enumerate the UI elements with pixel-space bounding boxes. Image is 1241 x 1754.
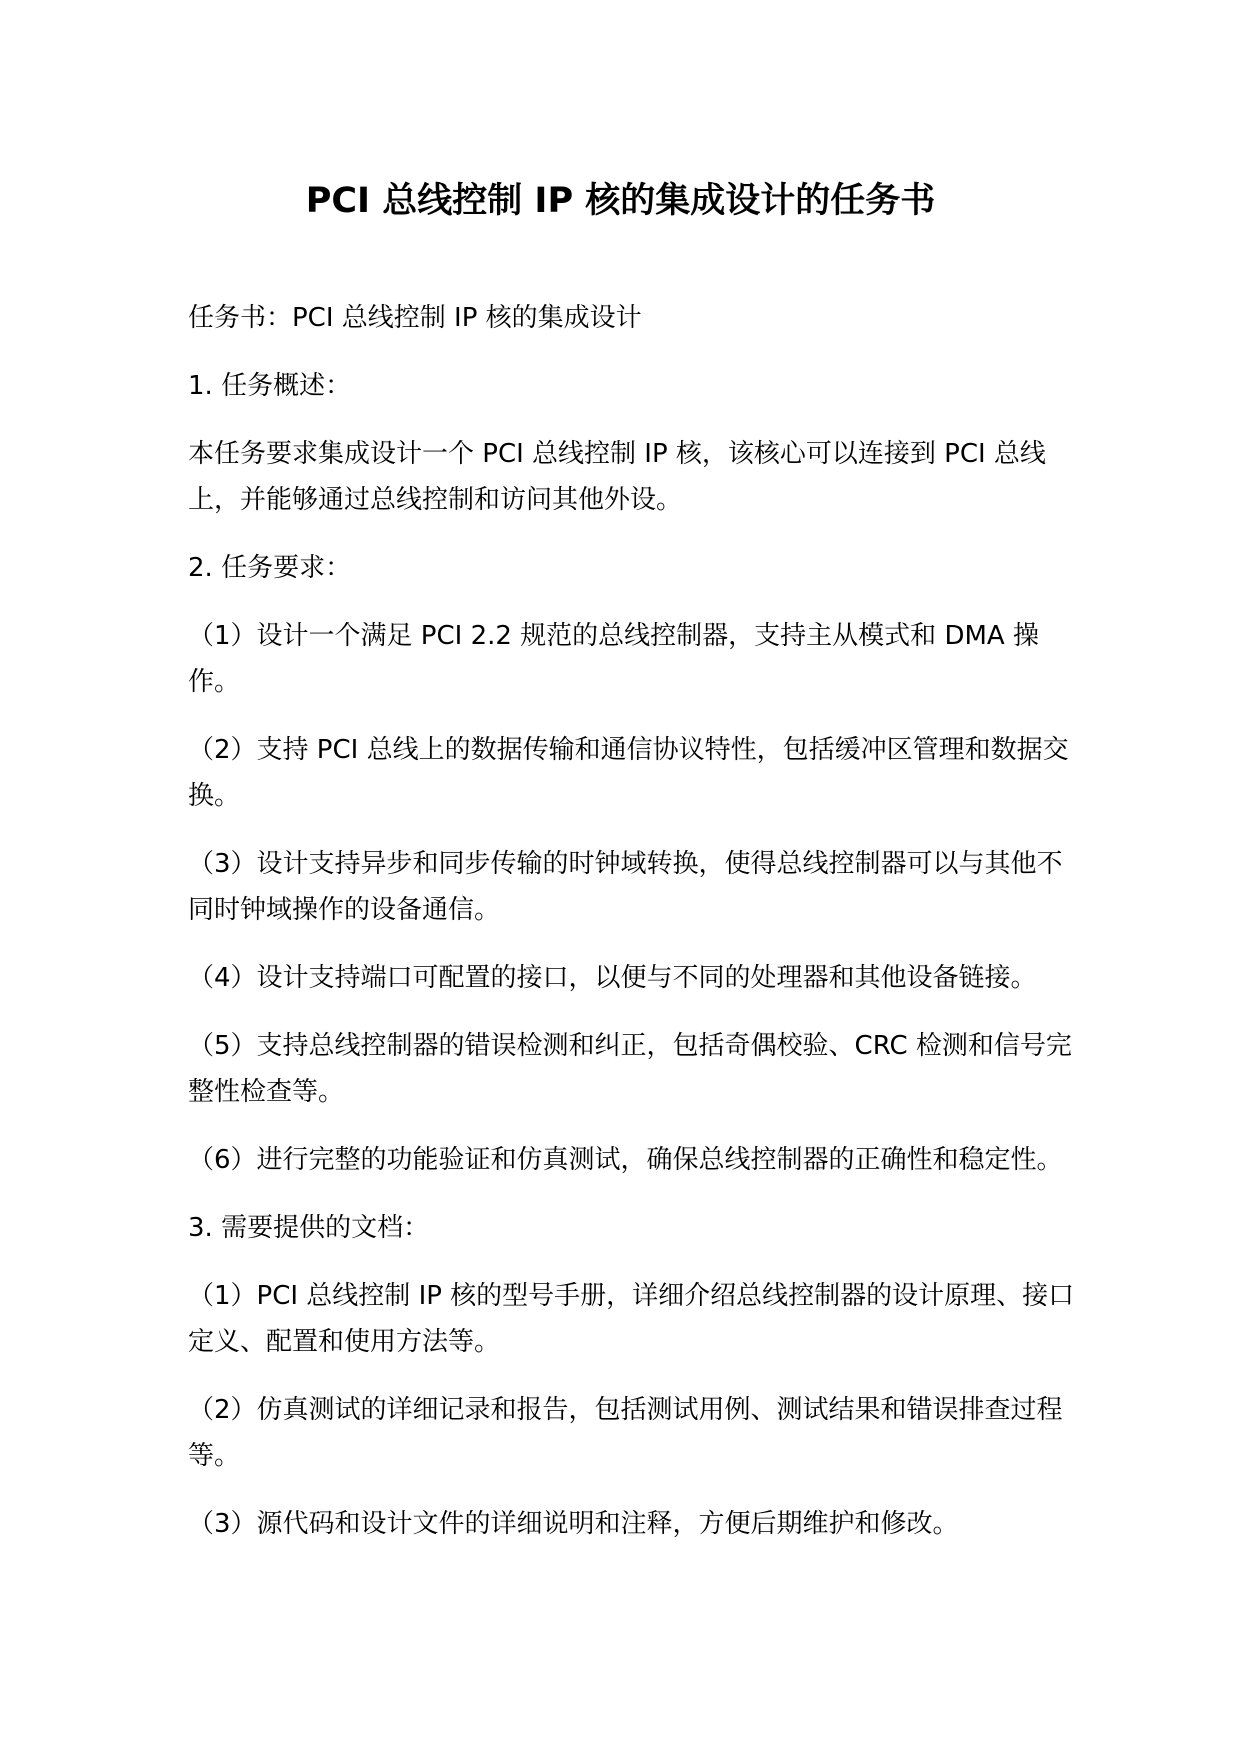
paragraph-task-heading: 任务书：PCI 总线控制 IP 核的集成设计 [188, 303, 642, 333]
requirement-item-6: （6）进行完整的功能验证和仿真测试，确保总线控制器的正确性和稳定性。 [188, 1145, 1063, 1175]
paragraph-overview: 本任务要求集成设计一个 PCI 总线控制 IP 核，该核心可以连接到 PCI 总线上，并能够通过总线控制和访问其他外设。 [188, 439, 1046, 515]
requirement-item-1: （1）设计一个满足 PCI 2.2 规范的总线控制器，支持主从模式和 DMA 操作。 [188, 621, 1039, 697]
document-item-3: （3）源代码和设计文件的详细说明和注释，方便后期维护和修改。 [188, 1509, 959, 1539]
requirement-item-4: （4）设计支持端口可配置的接口，以便与不同的处理器和其他设备链接。 [188, 963, 1037, 993]
document-item-2: （2）仿真测试的详细记录和报告，包括测试用例、测试结果和错误排查过程等。 [188, 1395, 1063, 1471]
section-heading-overview: 1. 任务概述： [188, 371, 352, 401]
requirement-item-2: （2）支持 PCI 总线上的数据传输和通信协议特性，包括缓冲区管理和数据交换。 [188, 735, 1069, 811]
requirement-item-3: （3）设计支持异步和同步传输的时钟域转换，使得总线控制器可以与其他不同时钟域操作的设备通信。 [188, 849, 1063, 925]
section-heading-requirements: 2. 任务要求： [188, 553, 352, 583]
section-heading-documents: 3. 需要提供的文档： [188, 1213, 430, 1243]
requirement-item-5: （5）支持总线控制器的错误检测和纠正，包括奇偶校验、CRC 检测和信号完整性检查等。 [188, 1031, 1072, 1107]
document-body [188, 295, 1088, 1569]
document-title: PCI 总线控制 IP 核的集成设计的任务书 [305, 181, 936, 221]
document-item-1: （1）PCI 总线控制 IP 核的型号手册，详细介绍总线控制器的设计原理、接口定义、配置和使用方法等。 [188, 1281, 1075, 1357]
